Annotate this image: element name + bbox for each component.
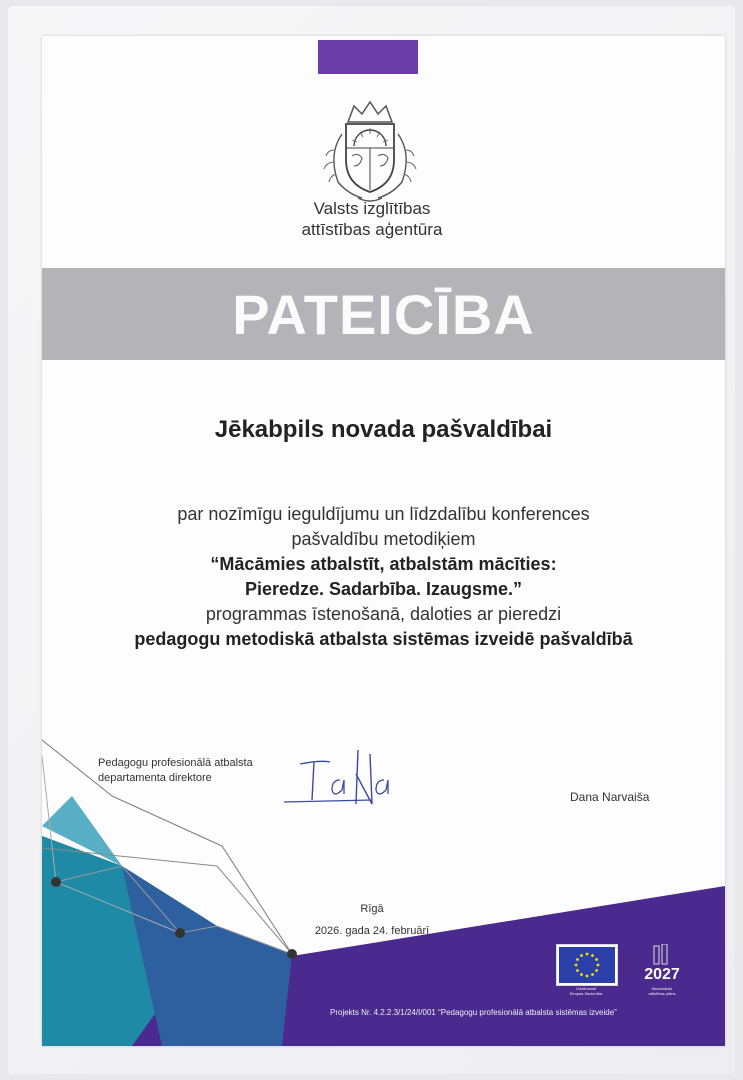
plan-caption-line1: Nacionālais — [651, 986, 673, 991]
plan-caption-line2: attīstības plāns — [648, 991, 676, 996]
place-and-date — [272, 898, 472, 942]
plan-year: 2027 — [644, 966, 680, 983]
certificate-paper — [42, 36, 725, 1046]
eu-flag-icon — [556, 944, 618, 986]
conference-title-line-1: “Mācāmies atbalstīt, atbalstām mācīties: — [210, 554, 557, 574]
agency-name-line2: attīstības aģentūra — [301, 220, 443, 239]
signatory-title — [98, 756, 298, 786]
plan-caption — [634, 986, 690, 996]
eu-caption-line1: Līdzfinansē — [575, 986, 597, 991]
certificate-frame — [8, 6, 735, 1074]
body-line-2: pašvaldību metodiķiem — [291, 529, 476, 549]
certificate-title: PATEICĪBA — [232, 282, 535, 346]
conference-title-line-2: Pieredze. Sadarbība. Izaugsme.” — [244, 579, 523, 599]
project-number: Projekts Nr. 4.2.2.3/1/24/I/001 “Pedagogu profesionālā atbalsta sistēmas izveide” — [330, 1008, 617, 1017]
place: Rīgā — [360, 903, 384, 915]
body-line-5: programmas īstenošanā, daloties ar pieredzi — [205, 604, 562, 624]
signatory-title-line2: departamenta direktore — [98, 772, 212, 784]
agency-name-line1: Valsts izglītības — [313, 199, 431, 218]
body-line-6: pedagogu metodiskā atbalsta sistēmas izveidē pašvaldībā — [134, 629, 633, 649]
agency-name — [242, 198, 502, 240]
eu-caption-line2: Eiropas Savienība — [569, 991, 603, 996]
eu-cofunded-caption — [552, 986, 620, 996]
certificate-body — [82, 502, 685, 652]
recipient-name: Jēkabpils novada pašvaldībai — [214, 416, 553, 443]
date: 2026. gada 24. februārī — [314, 925, 430, 937]
signatory-title-line1: Pedagogu profesionālā atbalsta — [98, 757, 253, 769]
signature — [280, 744, 410, 814]
body-line-1: par nozīmīgu ieguldījumu un līdzdalību konferences — [177, 504, 590, 524]
top-color-tab — [318, 40, 418, 74]
title-band — [42, 268, 725, 360]
signatory-name: Dana Narvaiša — [570, 790, 650, 804]
